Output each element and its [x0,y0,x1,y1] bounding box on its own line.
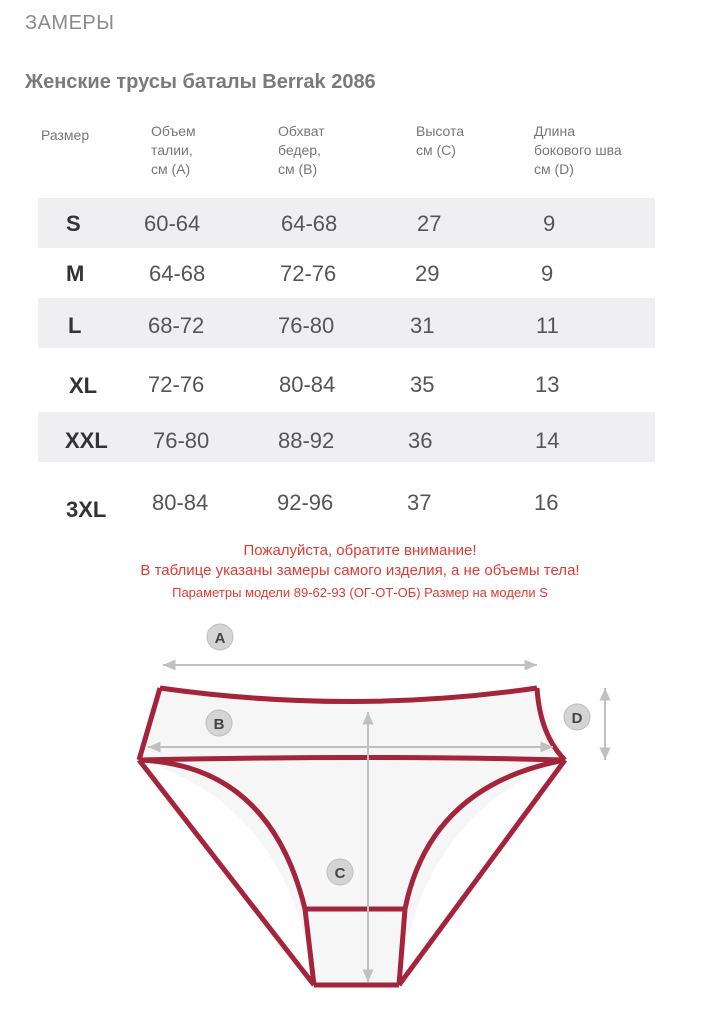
waist-value: 72-76 [148,372,205,397]
side-seam-value: 13 [535,372,560,397]
label-a-badge [207,624,233,650]
hips-value: 88-92 [278,428,335,453]
size-label: L [68,313,82,338]
height-value: 29 [415,261,440,286]
hips-value: 92-96 [277,490,334,515]
attention-note: Пожалуйста, обратите внимание! [243,542,477,559]
height-value: 31 [410,313,435,338]
table-row [38,198,655,248]
header-side-seam: Длина бокового шва см (D) [534,123,622,177]
section-title: ЗАМЕРЫ [25,12,115,34]
table-row [38,412,655,462]
height-value: 35 [410,372,435,397]
table-row [38,298,655,348]
size-label: XL [69,373,98,398]
table-row [38,358,655,408]
garment-diagram [0,615,720,1015]
size-label: M [66,261,85,286]
side-seam-value: 9 [543,211,556,236]
label-c-badge [327,859,353,885]
hips-value: 80-84 [279,372,336,397]
label-b: B [213,716,225,733]
label-d: D [571,710,583,727]
size-label: 3XL [66,497,107,522]
label-d-badge [564,704,590,730]
label-a: A [214,630,226,647]
hips-value: 64-68 [281,211,338,236]
garment-body [139,688,565,985]
label-c: C [334,865,346,882]
label-b-badge [206,710,232,736]
waist-value: 64-68 [149,261,206,286]
table-row [38,476,655,526]
height-value: 27 [417,211,442,236]
header-hips: Обхват бедер, см (В) [278,123,325,177]
side-seam-value: 9 [541,261,554,286]
height-value: 37 [407,490,432,515]
size-label: S [66,211,81,236]
header-size: Размер [41,127,90,143]
side-seam-value: 14 [535,428,560,453]
model-params-note: Параметры модели 89-62-93 (ОГ-ОТ-ОБ) Размер на модели S [172,585,548,600]
hips-value: 76-80 [278,313,335,338]
waist-value: 60-64 [144,211,201,236]
height-value: 36 [408,428,433,453]
size-label: XXL [65,428,108,453]
waist-value: 76-80 [153,428,210,453]
header-waist: Объем талии, см (А) [151,123,196,177]
measurement-note: В таблице указаны замеры самого изделия, а не объемы тела! [140,562,580,579]
hips-value: 72-76 [280,261,337,286]
waist-value: 68-72 [148,313,205,338]
side-seam-value: 11 [536,313,559,338]
waist-value: 80-84 [152,490,209,515]
table-row [38,248,655,298]
side-seam-value: 16 [534,490,559,515]
header-height: Высота см (С) [416,123,465,158]
product-title: Женские трусы баталы Berrak 2086 [25,71,376,93]
